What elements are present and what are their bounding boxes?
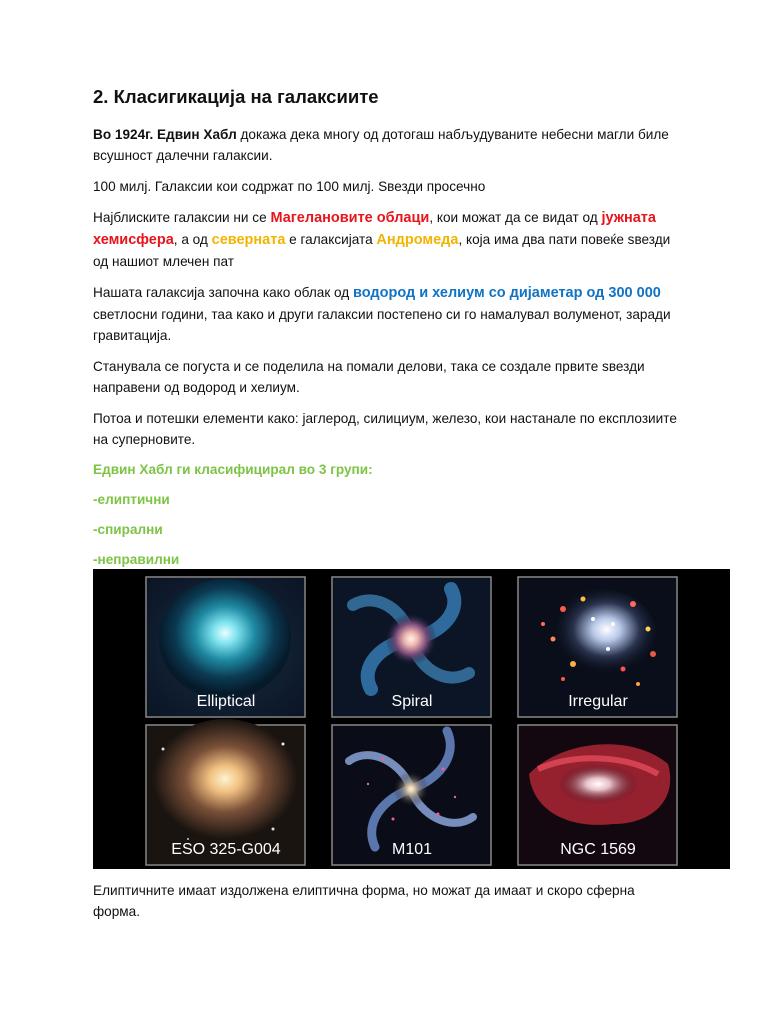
label-ngc: NGC 1569 [560, 841, 636, 858]
highlight-north: северната [211, 232, 286, 248]
text-span: , кои можат да се видат од [429, 210, 602, 225]
text-span: , која има два пати повеќе ѕвезди од нашиот млечен пат [93, 232, 671, 269]
text-span: , а од [173, 232, 212, 247]
text-span: Најблиските галаксии ни се [93, 210, 271, 225]
hubble-bold: Во 1924г. Едвин Хабл [93, 127, 237, 142]
hubble-text: докажа дека многу од дотогаш набљудуваните небесни магли биле всушност далечни галаксии. [93, 127, 669, 163]
galaxy-types-image [93, 569, 730, 869]
group-irregular: -неправилни [93, 552, 180, 567]
galaxy-illustration [93, 569, 730, 869]
paragraph-denser: Станувала се погуста и се поделила на помали делови, така се создале првите ѕвезди направени од водород и хелиум. [93, 359, 645, 395]
text-span: е галаксијата [285, 232, 377, 247]
label-spiral: Spiral [391, 693, 433, 710]
paragraph-elliptical: Елиптичните имаат издолжена елиптична форма, но можат да имаат и скоро сферна форма. [93, 883, 635, 919]
label-irregular: Irregular [568, 693, 628, 710]
text-span: Нашата галаксија започна како облак од [93, 285, 354, 300]
highlight-magellan: Магелановите облаци [270, 210, 430, 226]
section-heading: 2. Класигикација на галаксиите [93, 86, 379, 107]
group-spiral: -спирални [93, 522, 163, 537]
classification-heading: Едвин Хабл ги класифицирал во 3 групи: [93, 462, 373, 477]
label-elliptical: Elliptical [196, 693, 256, 710]
document-body-after [93, 880, 683, 932]
paragraph-origin [93, 282, 683, 346]
text-span: светлосни години, таа како и други галаксии постепено си го намалувал волуменот, заради гравитација. [93, 307, 671, 343]
group-elliptical: -елиптични [93, 492, 170, 507]
paragraph-elements: Потоа и потешки елементи како: јаглерод, силициум, железо, кои настанале по експлозиите на суперновите. [93, 411, 677, 447]
paragraph-nearest [93, 207, 683, 272]
highlight-andromeda: Андромеда [376, 232, 459, 248]
highlight-hydrogen: водород и хелиум со дијаметар од 300 000 [353, 285, 661, 301]
document-body [93, 86, 683, 580]
label-eso: ESO 325-G004 [171, 841, 281, 858]
highlight-south: јужната хемисфера [93, 210, 656, 248]
label-m101: M101 [391, 841, 433, 858]
paragraph-count: 100 милј. Галаксии кои содржат по 100 милј. Ѕвезди просечно [93, 179, 486, 194]
paragraph-hubble [93, 124, 683, 166]
